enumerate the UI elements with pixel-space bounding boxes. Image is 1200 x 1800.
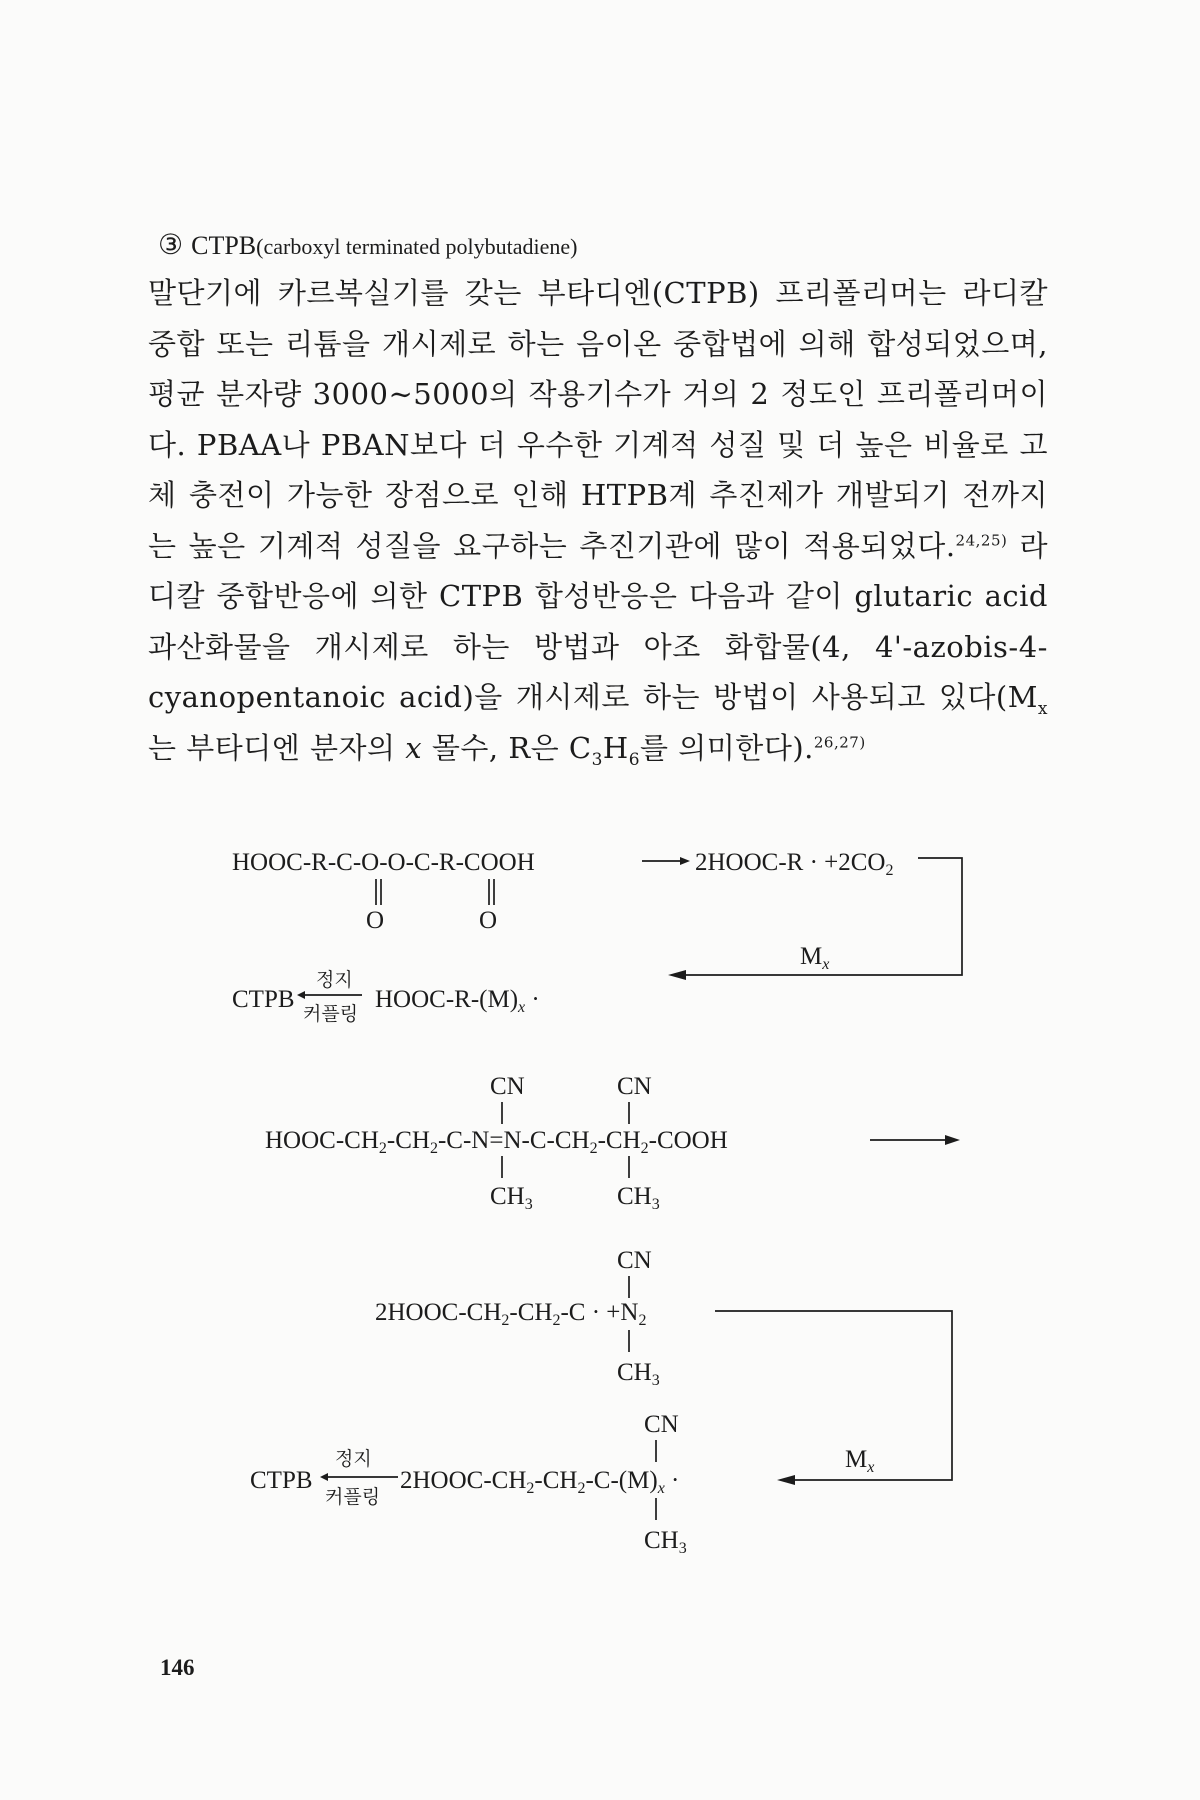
- coupling-label-2: 커플링: [325, 1486, 381, 1508]
- scheme-azo-initiator: [265, 1073, 960, 1213]
- mx-label-1: $M_x$: [800, 943, 830, 973]
- cyano-group-4: CN: [644, 1411, 679, 1438]
- h6-subscript: 6: [628, 749, 641, 770]
- mx-subscript: x: [1037, 698, 1048, 719]
- arrow-1-head: [680, 857, 690, 865]
- paragraph-h: H: [602, 730, 629, 765]
- carbonyl-oxygen-1: O: [366, 907, 385, 934]
- scheme-peroxide: [232, 849, 962, 1025]
- cyano-group-2: CN: [617, 1073, 652, 1100]
- arrow-4-head: [320, 1473, 328, 1481]
- cyano-group-1: CN: [490, 1073, 525, 1100]
- italic-x: x: [405, 730, 423, 765]
- methyl-group-4: $CH_3$: [644, 1527, 687, 1557]
- growing-chain-1: HOOC-$R-(M)_x$ ·: [375, 986, 540, 1016]
- arrow-2-head: [297, 991, 305, 999]
- coupling-label-1: 커플링: [303, 1003, 359, 1025]
- peroxide-reactant: HOOC-R-C-O-O-C-R-COOH: [232, 849, 535, 876]
- c3-subscript: 3: [591, 749, 603, 770]
- return-line-2: [715, 1311, 952, 1480]
- arrow-3-head: [945, 1135, 960, 1145]
- paragraph-text-3: 는 부타디엔 분자의: [148, 730, 406, 765]
- paragraph-text-2: 라디칼 중합반응에 의한 CTPB 합성반응은 다음과 같이 glutaric acid 과산화물을 개시제로 하는 방법과 아조 화합물(4, 4'-azobis-4-cyanopentanoic acid)을 개시제로 하는 방법이 사용되고 있다(M: [148, 528, 1048, 714]
- methyl-group-1: $CH_3$: [490, 1183, 533, 1213]
- mx-label-2: $M_x$: [845, 1446, 875, 1476]
- return-arrow-2-head: [777, 1475, 795, 1485]
- section-title: CTPB: [191, 231, 257, 260]
- reference-24-25: 24,25): [955, 530, 1008, 549]
- stop-label-2: 정지: [335, 1448, 372, 1470]
- paragraph-text-5: 를 의미한다).: [640, 730, 814, 765]
- reference-26-27: 26,27): [813, 732, 866, 751]
- return-arrow-1-head: [668, 970, 686, 980]
- radical-product-1: 2HOOC-R · $+2CO_2$: [695, 849, 894, 879]
- growing-chain-2: $2HOOC-CH_2-CH_2-C-(M)_x$ ·: [400, 1467, 680, 1497]
- scheme-azo-radical: [250, 1247, 952, 1557]
- page-number: 146: [160, 1655, 195, 1680]
- section-subtitle: (carboxyl terminated polybutadiene): [256, 234, 578, 259]
- ctpb-label-2: CTPB: [250, 1467, 313, 1494]
- azo-compound: HOOC-$CH_2-CH_2-C-N=N-C-CH_2-CH_2$-COOH: [265, 1127, 728, 1157]
- paragraph-text-4: 몰수, R은 C: [422, 730, 592, 765]
- section-marker: ③: [158, 230, 184, 261]
- ctpb-label-1: CTPB: [232, 986, 295, 1013]
- carbonyl-oxygen-2: O: [479, 907, 498, 934]
- paragraph-text-1: 말단기에 카르복실기를 갖는 부타디엔(CTPB) 프리폴리머는 라디칼 중합 또는 리튬을 개시제로 하는 음이온 중합법에 의해 합성되었으며, 평균 분자량 3000∼5000의 작용기수가 거의 2 정도인 프리폴리머이다. PBAA나 PBAN보다 더 우수한 기계적 성질 및 더 높은 비율로 고체 충전이 가능한 장점으로 인해 HTPB계 추진제가 개발되기 전까지는 높은 기계적 성질을 요구하는 추진기관에 많이 적용되었다.: [148, 276, 1048, 563]
- methyl-group-3: $CH_3$: [617, 1359, 660, 1389]
- methyl-group-2: $CH_3$: [617, 1183, 660, 1213]
- cyano-group-3: CN: [617, 1247, 652, 1274]
- radical-product-2: $2HOOC-CH_2-CH_2-C \cdot +N_2$: [375, 1299, 647, 1329]
- stop-label-1: 정지: [316, 969, 353, 991]
